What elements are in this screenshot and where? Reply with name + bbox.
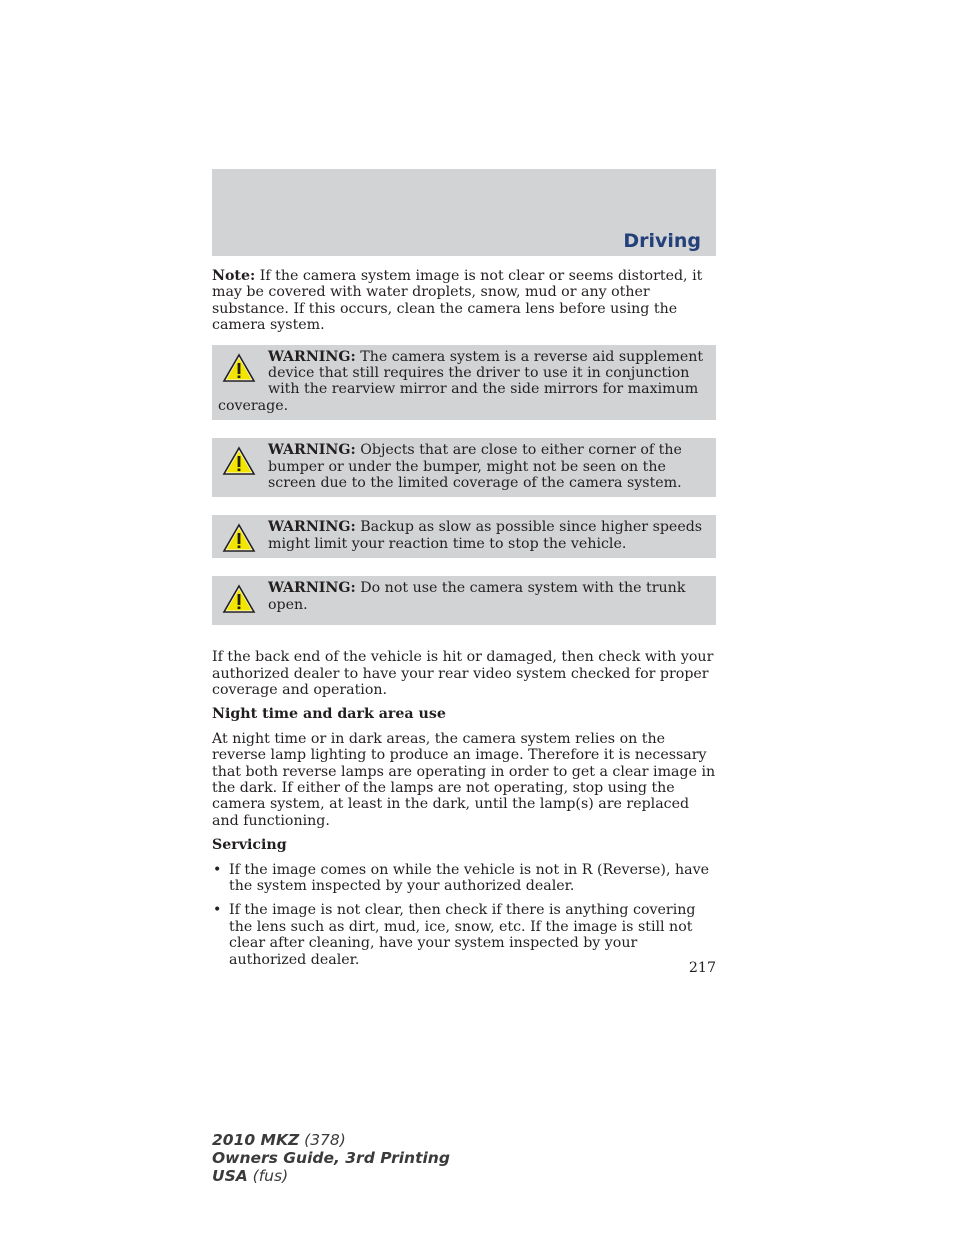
footer-market-code: (fus) [247, 1167, 289, 1185]
servicing-heading: Servicing [212, 837, 287, 854]
note-paragraph [212, 268, 716, 334]
page-content [212, 268, 716, 976]
warning-label: WARNING: [268, 348, 356, 365]
page-number: 217 [688, 960, 716, 976]
list-item [212, 862, 716, 895]
warning-text: The camera system is a reverse aid supplement device that still requires the driver to use it in conjunction with the rearview mirror and the side mirrors for maximum coverage. [218, 348, 704, 414]
warning-box [212, 515, 716, 558]
night-heading: Night time and dark area use [212, 706, 446, 723]
section-title: Driving [623, 230, 701, 252]
warning-text: Backup as slow as possible since higher speeds might limit your reaction time to stop the vehicle. [268, 519, 703, 552]
warning-box [212, 438, 716, 497]
footer-line-3 [212, 1167, 450, 1185]
footer-line-2: Owners Guide, 3rd Printing [212, 1149, 450, 1167]
warning-text: Do not use the camera system with the trunk open. [268, 580, 686, 613]
warning-box [212, 576, 716, 625]
warning-box [212, 345, 716, 421]
servicing-list [212, 862, 716, 968]
warning-label: WARNING: [268, 580, 356, 597]
warning-triangle-icon [222, 584, 256, 616]
bullet: • [213, 902, 222, 919]
footer-line-1 [212, 1131, 450, 1149]
list-item-text: If the image comes on while the vehicle is not in R (Reverse), have the system inspected by your authorized dealer. [229, 861, 709, 894]
warning-triangle-icon [222, 446, 256, 478]
footer-model: 2010 MKZ [212, 1131, 300, 1149]
bullet: • [213, 861, 222, 878]
warning-triangle-icon [222, 523, 256, 555]
footer-model-code: (378) [299, 1131, 346, 1149]
section-header-band [212, 169, 716, 256]
warning-label: WARNING: [268, 519, 356, 536]
warning-triangle-icon [222, 353, 256, 385]
note-label: Note: [212, 268, 256, 284]
list-item-text: If the image is not clear, then check if there is anything covering the lens such as dirt, mud, ice, snow, etc. If the image is still not clear after cleaning, have your system inspected by your authorized dealer. [229, 902, 696, 968]
footer-market: USA [212, 1167, 248, 1185]
list-item [212, 902, 716, 968]
warning-label: WARNING: [268, 442, 356, 459]
damage-paragraph: If the back end of the vehicle is hit or damaged, then check with your authorized dealer to have your rear video system checked for proper coverage and operation. [212, 649, 714, 698]
footer [212, 1131, 450, 1185]
note-text: If the camera system image is not clear or seems distorted, it may be covered with water droplets, snow, mud or any other substance. If this occurs, clean the camera lens before using the camera system. [212, 268, 703, 334]
night-paragraph: At night time or in dark areas, the camera system relies on the reverse lamp lighting to produce an image. Therefore it is necessary that both reverse lamps are operating in order to get a clear image in the dark. If either of the lamps are not operating, stop using the camera system, at least in the dark, until the lamp(s) are replaced and functioning. [212, 730, 716, 829]
warning-text: Objects that are close to either corner of the bumper or under the bumper, might not be seen on the screen due to the limited coverage of the camera system. [268, 442, 682, 492]
